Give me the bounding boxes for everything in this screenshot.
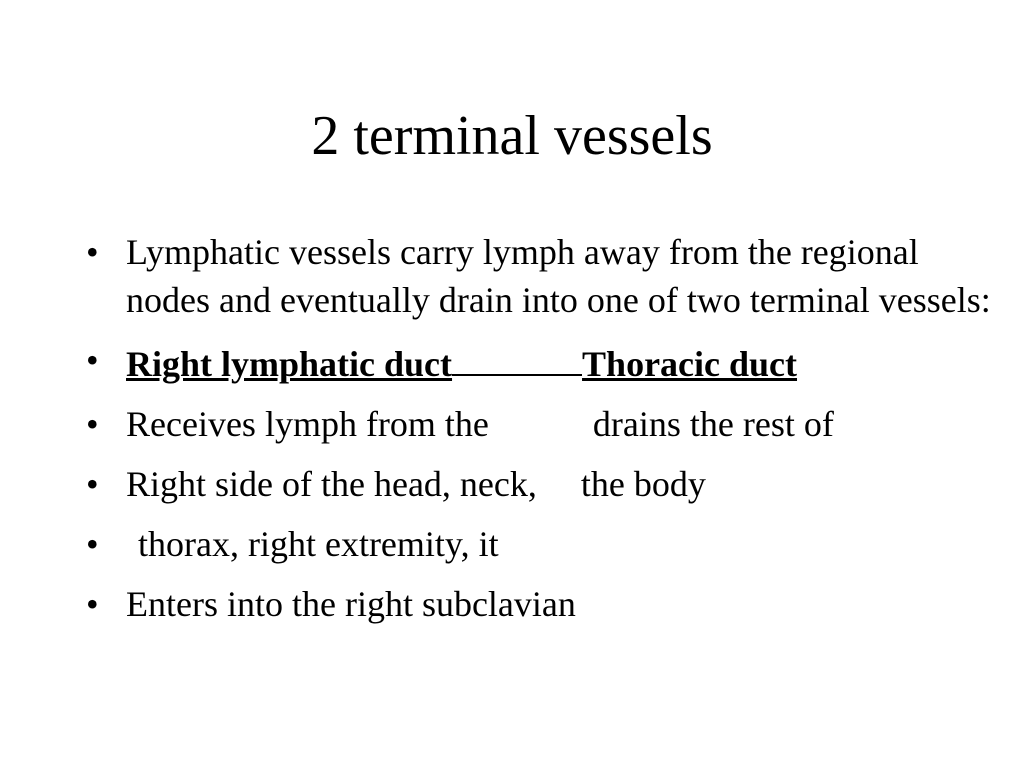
list-item	[86, 228, 1006, 324]
bullet-text-left: Right side of the head, neck,	[126, 464, 537, 504]
bullet-text: Lymphatic vessels carry lymph away from the regional nodes and eventually drain into one of two terminal vessels:	[126, 232, 991, 320]
bullet-list	[86, 228, 1016, 640]
slide-title: 2 terminal vessels	[311, 105, 713, 167]
bullet-dot-icon: •	[86, 464, 99, 504]
bullet-dot-icon: •	[86, 584, 99, 624]
bullet-text-right: drains the rest of	[592, 404, 834, 444]
bullet-dot-icon: •	[86, 524, 99, 564]
list-item	[86, 400, 1016, 448]
bullet-text-left: Receives lymph from the	[126, 404, 489, 444]
bullet-dot-icon: •	[86, 232, 99, 272]
bullet-text: thorax, right extremity, it	[138, 524, 499, 564]
bullet-dot-icon: •	[86, 340, 99, 380]
bullet-text-right: the body	[580, 464, 706, 504]
list-item	[86, 336, 1016, 388]
list-item	[86, 460, 1016, 508]
list-item	[86, 580, 1016, 628]
bullet-dot-icon: •	[86, 404, 99, 444]
bullet-text: Enters into the right subclavian	[126, 584, 576, 624]
thoracic-duct-heading: Thoracic duct	[582, 344, 798, 384]
list-item	[86, 520, 1016, 568]
right-lymphatic-duct-heading: Right lymphatic duct	[126, 344, 453, 384]
underline-gap	[452, 336, 582, 376]
